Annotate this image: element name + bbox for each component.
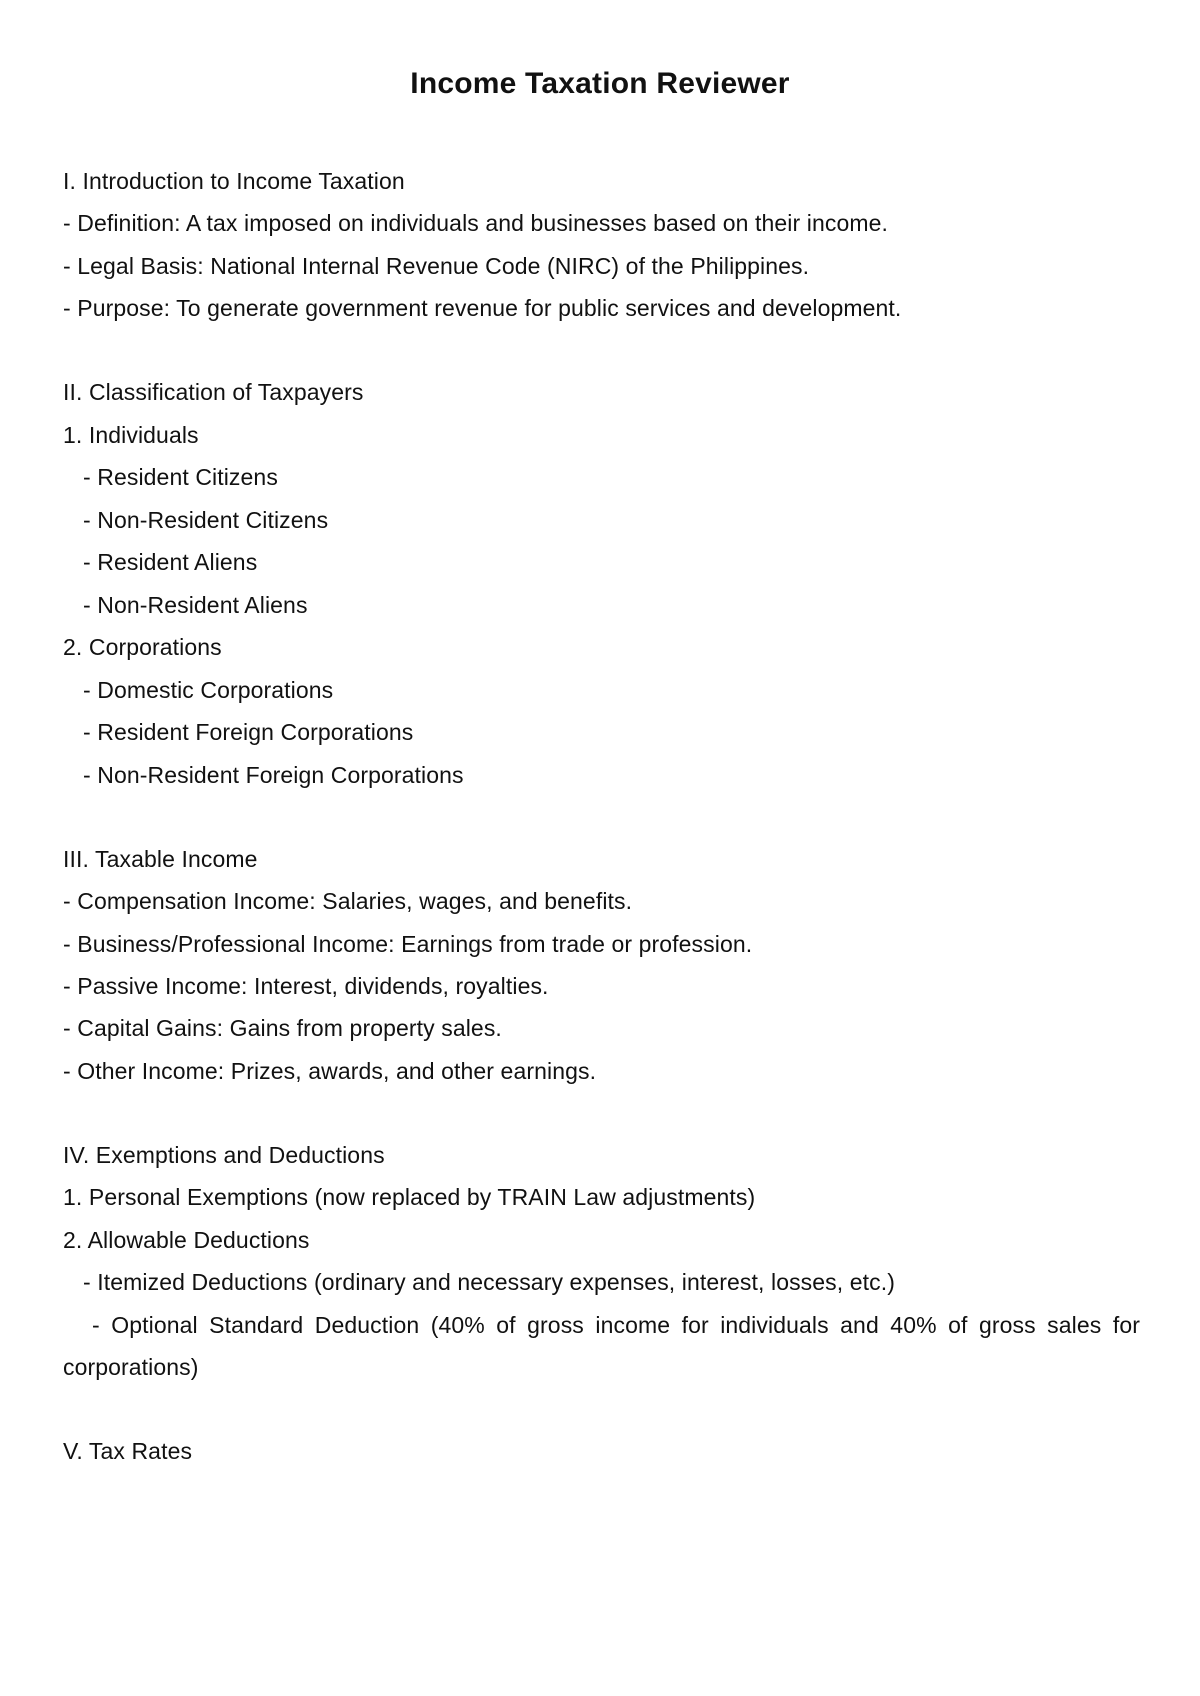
list-item: - Resident Citizens xyxy=(83,464,278,490)
section-heading-taxable-income: III. Taxable Income xyxy=(63,846,258,872)
section-heading-exemptions: IV. Exemptions and Deductions xyxy=(63,1142,385,1168)
list-item: - Itemized Deductions (ordinary and necessary expenses, interest, losses, etc.) xyxy=(83,1269,895,1295)
exemptions-personal: 1. Personal Exemptions (now replaced by TRAIN Law adjustments) xyxy=(63,1184,756,1210)
section-heading-classification: II. Classification of Taxpayers xyxy=(63,379,364,405)
list-item: - Other Income: Prizes, awards, and other earnings. xyxy=(63,1058,597,1084)
classification-corporations: 2. Corporations xyxy=(63,634,222,660)
document-title: Income Taxation Reviewer xyxy=(410,67,790,100)
list-item: - Resident Foreign Corporations xyxy=(83,719,414,745)
list-item: - Non-Resident Citizens xyxy=(83,507,329,533)
exemptions-allowable: 2. Allowable Deductions xyxy=(63,1227,310,1253)
intro-legal-basis: - Legal Basis: National Internal Revenue Code (NIRC) of the Philippines. xyxy=(63,253,810,279)
list-item: - Non-Resident Aliens xyxy=(83,592,308,618)
list-item: - Resident Aliens xyxy=(83,549,258,575)
section-heading-tax-rates: V. Tax Rates xyxy=(63,1438,193,1464)
classification-individuals: 1. Individuals xyxy=(63,422,199,448)
list-item: - Domestic Corporations xyxy=(83,677,334,703)
list-item: - Capital Gains: Gains from property sales. xyxy=(63,1015,502,1041)
list-item: - Optional Standard Deduction (40% of gross income for individuals and 40% of gross sales for xyxy=(92,1312,1140,1338)
list-item-continuation: corporations) xyxy=(63,1354,199,1380)
list-item: - Passive Income: Interest, dividends, royalties. xyxy=(63,973,549,999)
intro-purpose: - Purpose: To generate government revenue for public services and development. xyxy=(63,295,902,321)
list-item: - Compensation Income: Salaries, wages, and benefits. xyxy=(63,888,633,914)
list-item: - Non-Resident Foreign Corporations xyxy=(83,762,464,788)
intro-definition: - Definition: A tax imposed on individuals and businesses based on their income. xyxy=(63,210,888,236)
section-heading-intro: I. Introduction to Income Taxation xyxy=(63,168,405,194)
list-item: - Business/Professional Income: Earnings from trade or profession. xyxy=(63,931,753,957)
